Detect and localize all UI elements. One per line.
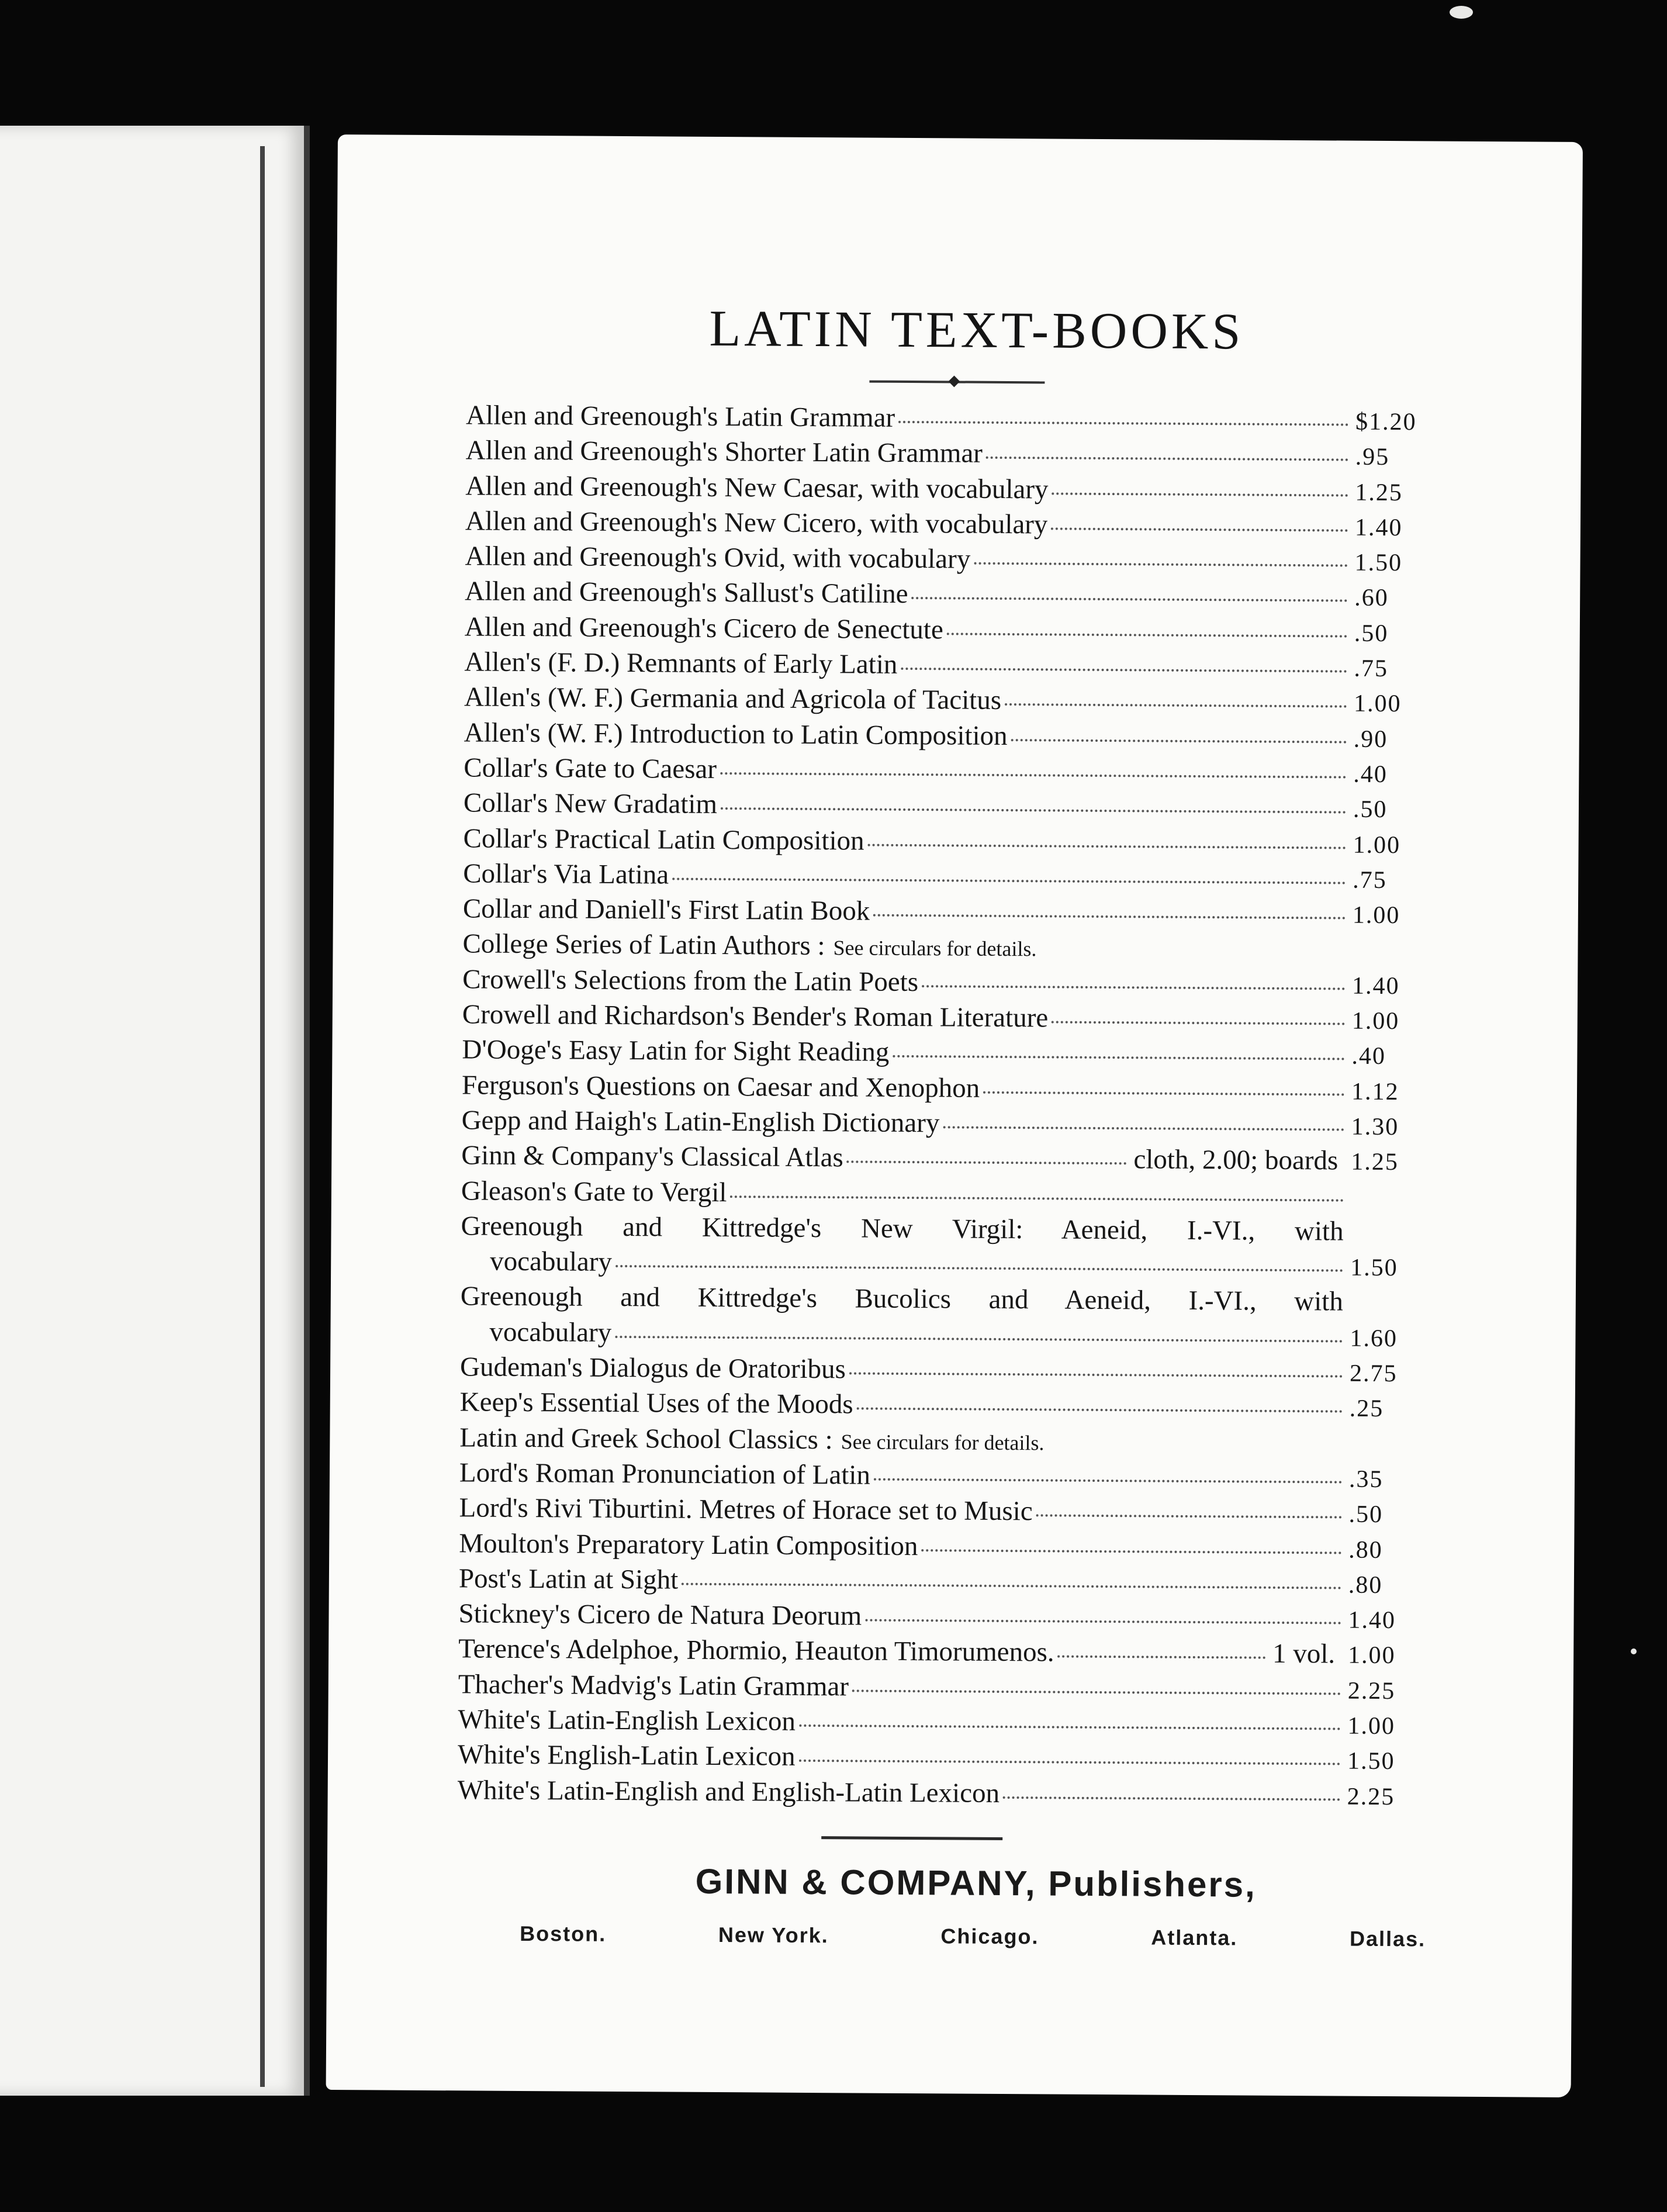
- book-entry: [458, 1668, 1417, 1709]
- book-title: Post's Latin at Sight: [458, 1563, 679, 1595]
- dot-leader: [901, 668, 1347, 673]
- dot-leader: [947, 633, 1347, 637]
- book-title: D'Ooge's Easy Latin for Sight Reading: [462, 1034, 890, 1068]
- book-entry: [460, 1281, 1419, 1357]
- book-title: White's Latin-English and English-Latin Lexicon: [457, 1774, 1000, 1809]
- book-price: .95: [1355, 443, 1390, 471]
- dot-leader: [1052, 492, 1348, 496]
- book-price: 1.30: [1351, 1113, 1399, 1141]
- book-price: 2.25: [1347, 1677, 1396, 1705]
- book-title: Allen and Greenough's Sallust's Catiline: [465, 576, 908, 610]
- book-price: 1.00: [1353, 690, 1402, 718]
- book-entry: [460, 1387, 1419, 1428]
- dot-leader: [720, 772, 1346, 779]
- book-entry: [461, 1210, 1420, 1287]
- book-title: Keep's Essential Uses of the Moods: [459, 1387, 853, 1420]
- book-binding-note: 1 vol.: [1272, 1639, 1336, 1670]
- book-price: .40: [1353, 761, 1388, 788]
- book-price: .80: [1348, 1536, 1383, 1564]
- publisher-city: Boston.: [520, 1921, 607, 1946]
- book-title: Collar's Practical Latin Composition: [463, 822, 864, 856]
- book-note: See circulars for details.: [833, 936, 1037, 961]
- dot-leader: [857, 1408, 1343, 1413]
- dot-leader: [799, 1760, 1340, 1765]
- book-entry: [462, 1034, 1420, 1075]
- dot-leader: [865, 1619, 1341, 1625]
- publisher-city: New York.: [718, 1923, 829, 1948]
- book-entry: [459, 1492, 1417, 1533]
- book-price: .80: [1348, 1571, 1383, 1599]
- book-note: See circulars for details.: [841, 1429, 1045, 1455]
- advertisement-page: [326, 134, 1583, 2097]
- book-price: .60: [1354, 585, 1389, 612]
- dot-leader: [868, 844, 1346, 849]
- book-entry-second-line: [461, 1245, 1419, 1286]
- dot-leader: [1003, 1796, 1340, 1801]
- book-entry: [464, 717, 1423, 758]
- book-title: Collar's New Gradatim: [463, 787, 718, 820]
- dot-leader: [1052, 1021, 1345, 1025]
- book-price: 1.40: [1348, 1606, 1396, 1634]
- scan-speck: [1631, 1648, 1637, 1654]
- book-title: Allen and Greenough's Ovid, with vocabulary: [465, 541, 971, 575]
- book-title-continuation: vocabulary: [489, 1316, 612, 1348]
- book-entry-first-line: [461, 1281, 1419, 1322]
- book-entry: [458, 1703, 1416, 1744]
- book-entry: [464, 682, 1423, 723]
- book-title: Ferguson's Questions on Caesar and Xenophon: [461, 1069, 980, 1104]
- book-title: Latin and Greek School Classics :: [459, 1422, 833, 1455]
- dot-leader: [898, 421, 1348, 426]
- publisher-divider: [821, 1836, 1002, 1840]
- book-title: Allen and Greenough's Latin Grammar: [465, 400, 895, 433]
- book-title: Gleason's Gate to Vergil: [461, 1175, 727, 1208]
- book-entry: [458, 1774, 1416, 1815]
- dot-leader: [847, 1161, 1127, 1165]
- heading-ornament-dot: [949, 376, 960, 388]
- book-title: Ginn & Company's Classical Atlas: [461, 1140, 843, 1173]
- book-price: 1.12: [1351, 1078, 1399, 1105]
- dot-leader: [1036, 1515, 1342, 1519]
- book-entry: [460, 1351, 1419, 1392]
- book-entry: [461, 1140, 1420, 1181]
- book-title: Gudeman's Dialogus de Oratoribus: [459, 1352, 846, 1385]
- book-price: 1.25: [1355, 479, 1403, 506]
- book-entry: [461, 1104, 1420, 1145]
- book-price: .35: [1348, 1466, 1384, 1493]
- book-entry: [463, 858, 1422, 898]
- book-price: $1.20: [1355, 408, 1417, 436]
- book-title: Allen and Greenough's New Caesar, with vocabulary: [465, 470, 1049, 505]
- book-price: 1.50: [1354, 549, 1403, 577]
- dot-leader: [1058, 1655, 1265, 1659]
- book-entry: [464, 752, 1422, 793]
- book-price: 1.50: [1350, 1254, 1398, 1282]
- dot-leader: [721, 807, 1346, 814]
- book-title: Thacher's Madvig's Latin Grammar: [458, 1668, 849, 1702]
- book-entry: [462, 963, 1421, 1004]
- dot-leader: [1005, 703, 1347, 708]
- dot-leader: [672, 877, 1346, 884]
- book-price: .40: [1351, 1042, 1386, 1070]
- book-price: .75: [1353, 866, 1387, 894]
- book-title: Collar's Gate to Caesar: [464, 752, 717, 784]
- book-title: Gepp and Haigh's Latin-English Dictionary: [461, 1105, 940, 1139]
- book-title: Greenough and Kittredge's New Virgil: Aeneid, I.-VI., with: [461, 1211, 1344, 1247]
- book-title: Allen's (W. F.) Germania and Agricola of Tacitus: [464, 682, 1002, 716]
- book-entry: [465, 435, 1424, 476]
- book-entry: [465, 541, 1423, 582]
- book-title: Collar's Via Latina: [463, 858, 669, 890]
- book-title-continuation: vocabulary: [490, 1246, 613, 1278]
- book-price-list: [458, 399, 1425, 1815]
- book-title: Greenough and Kittredge's Bucolics and Aeneid, I.-VI., with: [460, 1281, 1343, 1317]
- book-entry-second-line: [460, 1316, 1419, 1357]
- book-title: Allen and Greenough's Cicero de Senectute: [464, 611, 943, 645]
- dot-leader: [730, 1195, 1344, 1201]
- page-heading: LATIN TEXT-BOOKS: [709, 300, 1244, 361]
- book-title: College Series of Latin Authors :: [462, 928, 825, 962]
- book-title: White's Latin-English Lexicon: [458, 1704, 796, 1737]
- book-price: 1.00: [1347, 1712, 1396, 1740]
- book-price: 1.60: [1350, 1325, 1398, 1352]
- book-title: Allen's (F. D.) Remnants of Early Latin: [464, 647, 898, 680]
- book-price: 1.50: [1347, 1747, 1395, 1775]
- book-title: Collar and Daniell's First Latin Book: [462, 893, 870, 927]
- book-title: Moulton's Preparatory Latin Composition: [459, 1527, 918, 1561]
- book-price: .50: [1353, 796, 1388, 824]
- book-entry: [465, 611, 1423, 652]
- dot-leader: [1011, 739, 1347, 744]
- book-entry: [463, 893, 1422, 934]
- book-entry: [464, 787, 1422, 828]
- book-price: .25: [1349, 1395, 1384, 1423]
- book-entry: [465, 576, 1423, 617]
- dot-leader: [873, 914, 1346, 920]
- book-title: Allen's (W. F.) Introduction to Latin Composition: [464, 717, 1008, 751]
- publisher-city: Atlanta.: [1151, 1925, 1238, 1950]
- book-entry: [458, 1633, 1417, 1674]
- dot-leader: [893, 1055, 1344, 1060]
- book-title: Lord's Rivi Tiburtini. Metres of Horace set to Music: [459, 1492, 1033, 1527]
- dot-leader: [682, 1582, 1341, 1589]
- book-binding-note: cloth, 2.00; boards: [1133, 1144, 1339, 1176]
- book-title: Crowell and Richardson's Bender's Roman Literature: [462, 999, 1049, 1034]
- book-entry: [463, 822, 1422, 863]
- book-title: Terence's Adelphoe, Phormio, Heauton Timorumenos.: [458, 1633, 1054, 1668]
- dot-leader: [1051, 527, 1348, 531]
- publisher-name: GINN & COMPANY, Publishers,: [695, 1861, 1257, 1905]
- book-price: 1.00: [1347, 1641, 1396, 1670]
- dot-leader: [615, 1265, 1343, 1272]
- book-price: 1.40: [1354, 514, 1403, 542]
- book-title: Lord's Roman Pronunciation of Latin: [459, 1457, 871, 1491]
- dot-leader: [986, 457, 1348, 461]
- book-entry: [459, 1457, 1418, 1498]
- publisher-city: Dallas.: [1349, 1926, 1426, 1951]
- dot-leader: [912, 597, 1348, 602]
- book-entry: [465, 505, 1424, 546]
- book-entry: [465, 470, 1424, 511]
- book-price: 1.00: [1352, 901, 1400, 929]
- book-entry: [459, 1422, 1418, 1463]
- dot-leader: [615, 1336, 1343, 1343]
- dot-leader: [849, 1372, 1343, 1377]
- book-price: .50: [1348, 1501, 1384, 1529]
- dot-leader: [922, 985, 1345, 990]
- book-price: 1.00: [1351, 1007, 1400, 1035]
- page-gutter: [260, 146, 265, 2087]
- dot-leader: [799, 1724, 1340, 1730]
- book-title: Allen and Greenough's New Cicero, with vocabulary: [465, 506, 1048, 540]
- book-price: .90: [1353, 725, 1388, 753]
- book-entry: [464, 646, 1423, 687]
- dot-leader: [852, 1689, 1341, 1695]
- book-title: White's English-Latin Lexicon: [457, 1739, 796, 1772]
- book-entry: [459, 1563, 1417, 1603]
- dot-leader: [943, 1126, 1344, 1131]
- dot-leader: [983, 1091, 1344, 1095]
- dot-leader: [874, 1478, 1342, 1484]
- book-entry: [458, 1739, 1416, 1780]
- book-title: Stickney's Cicero de Natura Deorum: [458, 1598, 862, 1632]
- dot-leader: [974, 562, 1347, 567]
- book-price: .75: [1354, 655, 1389, 683]
- publisher-city: Chicago.: [940, 1924, 1039, 1949]
- scan-speck: [1450, 6, 1473, 19]
- book-price: 1.00: [1353, 831, 1401, 859]
- book-entry: [459, 1527, 1417, 1568]
- book-entry-first-line: [461, 1210, 1419, 1251]
- dot-leader: [921, 1549, 1341, 1554]
- book-entry: [466, 399, 1424, 440]
- book-entry: [461, 1175, 1420, 1216]
- book-price: 2.75: [1349, 1360, 1398, 1388]
- book-price: 1.40: [1351, 972, 1400, 1000]
- book-title: Allen and Greenough's Shorter Latin Grammar: [465, 435, 983, 469]
- book-entry: [458, 1598, 1417, 1639]
- book-title: Crowell's Selections from the Latin Poets: [462, 964, 919, 997]
- book-price: 2.25: [1347, 1783, 1395, 1810]
- book-entry: [462, 928, 1421, 969]
- publisher-cities: [520, 1921, 1426, 1951]
- book-entry: [462, 1069, 1420, 1110]
- book-price: 1.25: [1351, 1148, 1399, 1176]
- book-entry: [462, 998, 1421, 1039]
- book-price: .50: [1354, 620, 1389, 647]
